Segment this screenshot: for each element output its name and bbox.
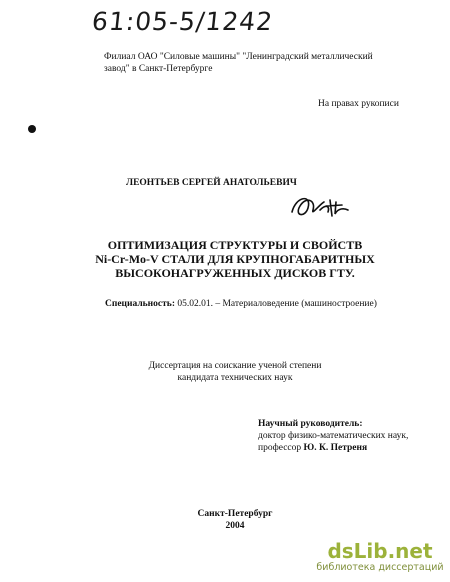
organization-line-1: Филиал ОАО "Силовые машины" "Ленинградский металлический xyxy=(104,52,373,62)
supervisor-block xyxy=(258,418,438,454)
supervisor-line-1: доктор физико-математических наук, xyxy=(258,431,409,441)
dissertation-degree xyxy=(120,360,350,384)
watermark-logo: dsLib.net xyxy=(327,539,433,563)
supervisor-title: профессор xyxy=(258,443,304,453)
degree-line-2: кандидата технических наук xyxy=(177,373,293,383)
title-line-1: ОПТИМИЗАЦИЯ СТРУКТУРЫ И СВОЙСТВ xyxy=(107,238,363,252)
organization-line-2: завод" в Санкт-Петербурге xyxy=(104,64,213,74)
place-and-year xyxy=(175,508,295,532)
dissertation-title xyxy=(70,238,400,280)
title-line-2: Ni-Cr-Mo-V СТАЛИ ДЛЯ КРУПНОГАБАРИТНЫХ xyxy=(95,252,375,266)
rights-note: На правах рукописи xyxy=(318,99,399,109)
organization-header xyxy=(104,51,424,75)
archive-code-handwritten: 61:05-5/1242 xyxy=(90,7,275,36)
degree-line-1: Диссертация на соискание ученой степени xyxy=(148,361,322,371)
watermark-subtitle: библиотека диссертаций xyxy=(316,562,444,573)
author-name: ЛЕОНТЬЕВ СЕРГЕЙ АНАТОЛЬЕВИЧ xyxy=(126,178,297,188)
specialty-value: 05.02.01. – Материаловедение (машиностроение) xyxy=(174,299,377,309)
supervisor-label: Научный руководитель: xyxy=(258,419,363,429)
signature-icon xyxy=(286,190,356,224)
year: 2004 xyxy=(225,521,245,531)
specialty-line xyxy=(105,298,425,310)
city: Санкт-Петербург xyxy=(197,509,273,519)
supervisor-name: Ю. К. Петреня xyxy=(303,443,368,453)
title-line-3: ВЫСОКОНАГРУЖЕННЫХ ДИСКОВ ГТУ. xyxy=(115,266,355,280)
scan-mark xyxy=(28,125,36,133)
dslib-watermark xyxy=(312,540,448,574)
specialty-label: Специальность: xyxy=(105,299,175,309)
